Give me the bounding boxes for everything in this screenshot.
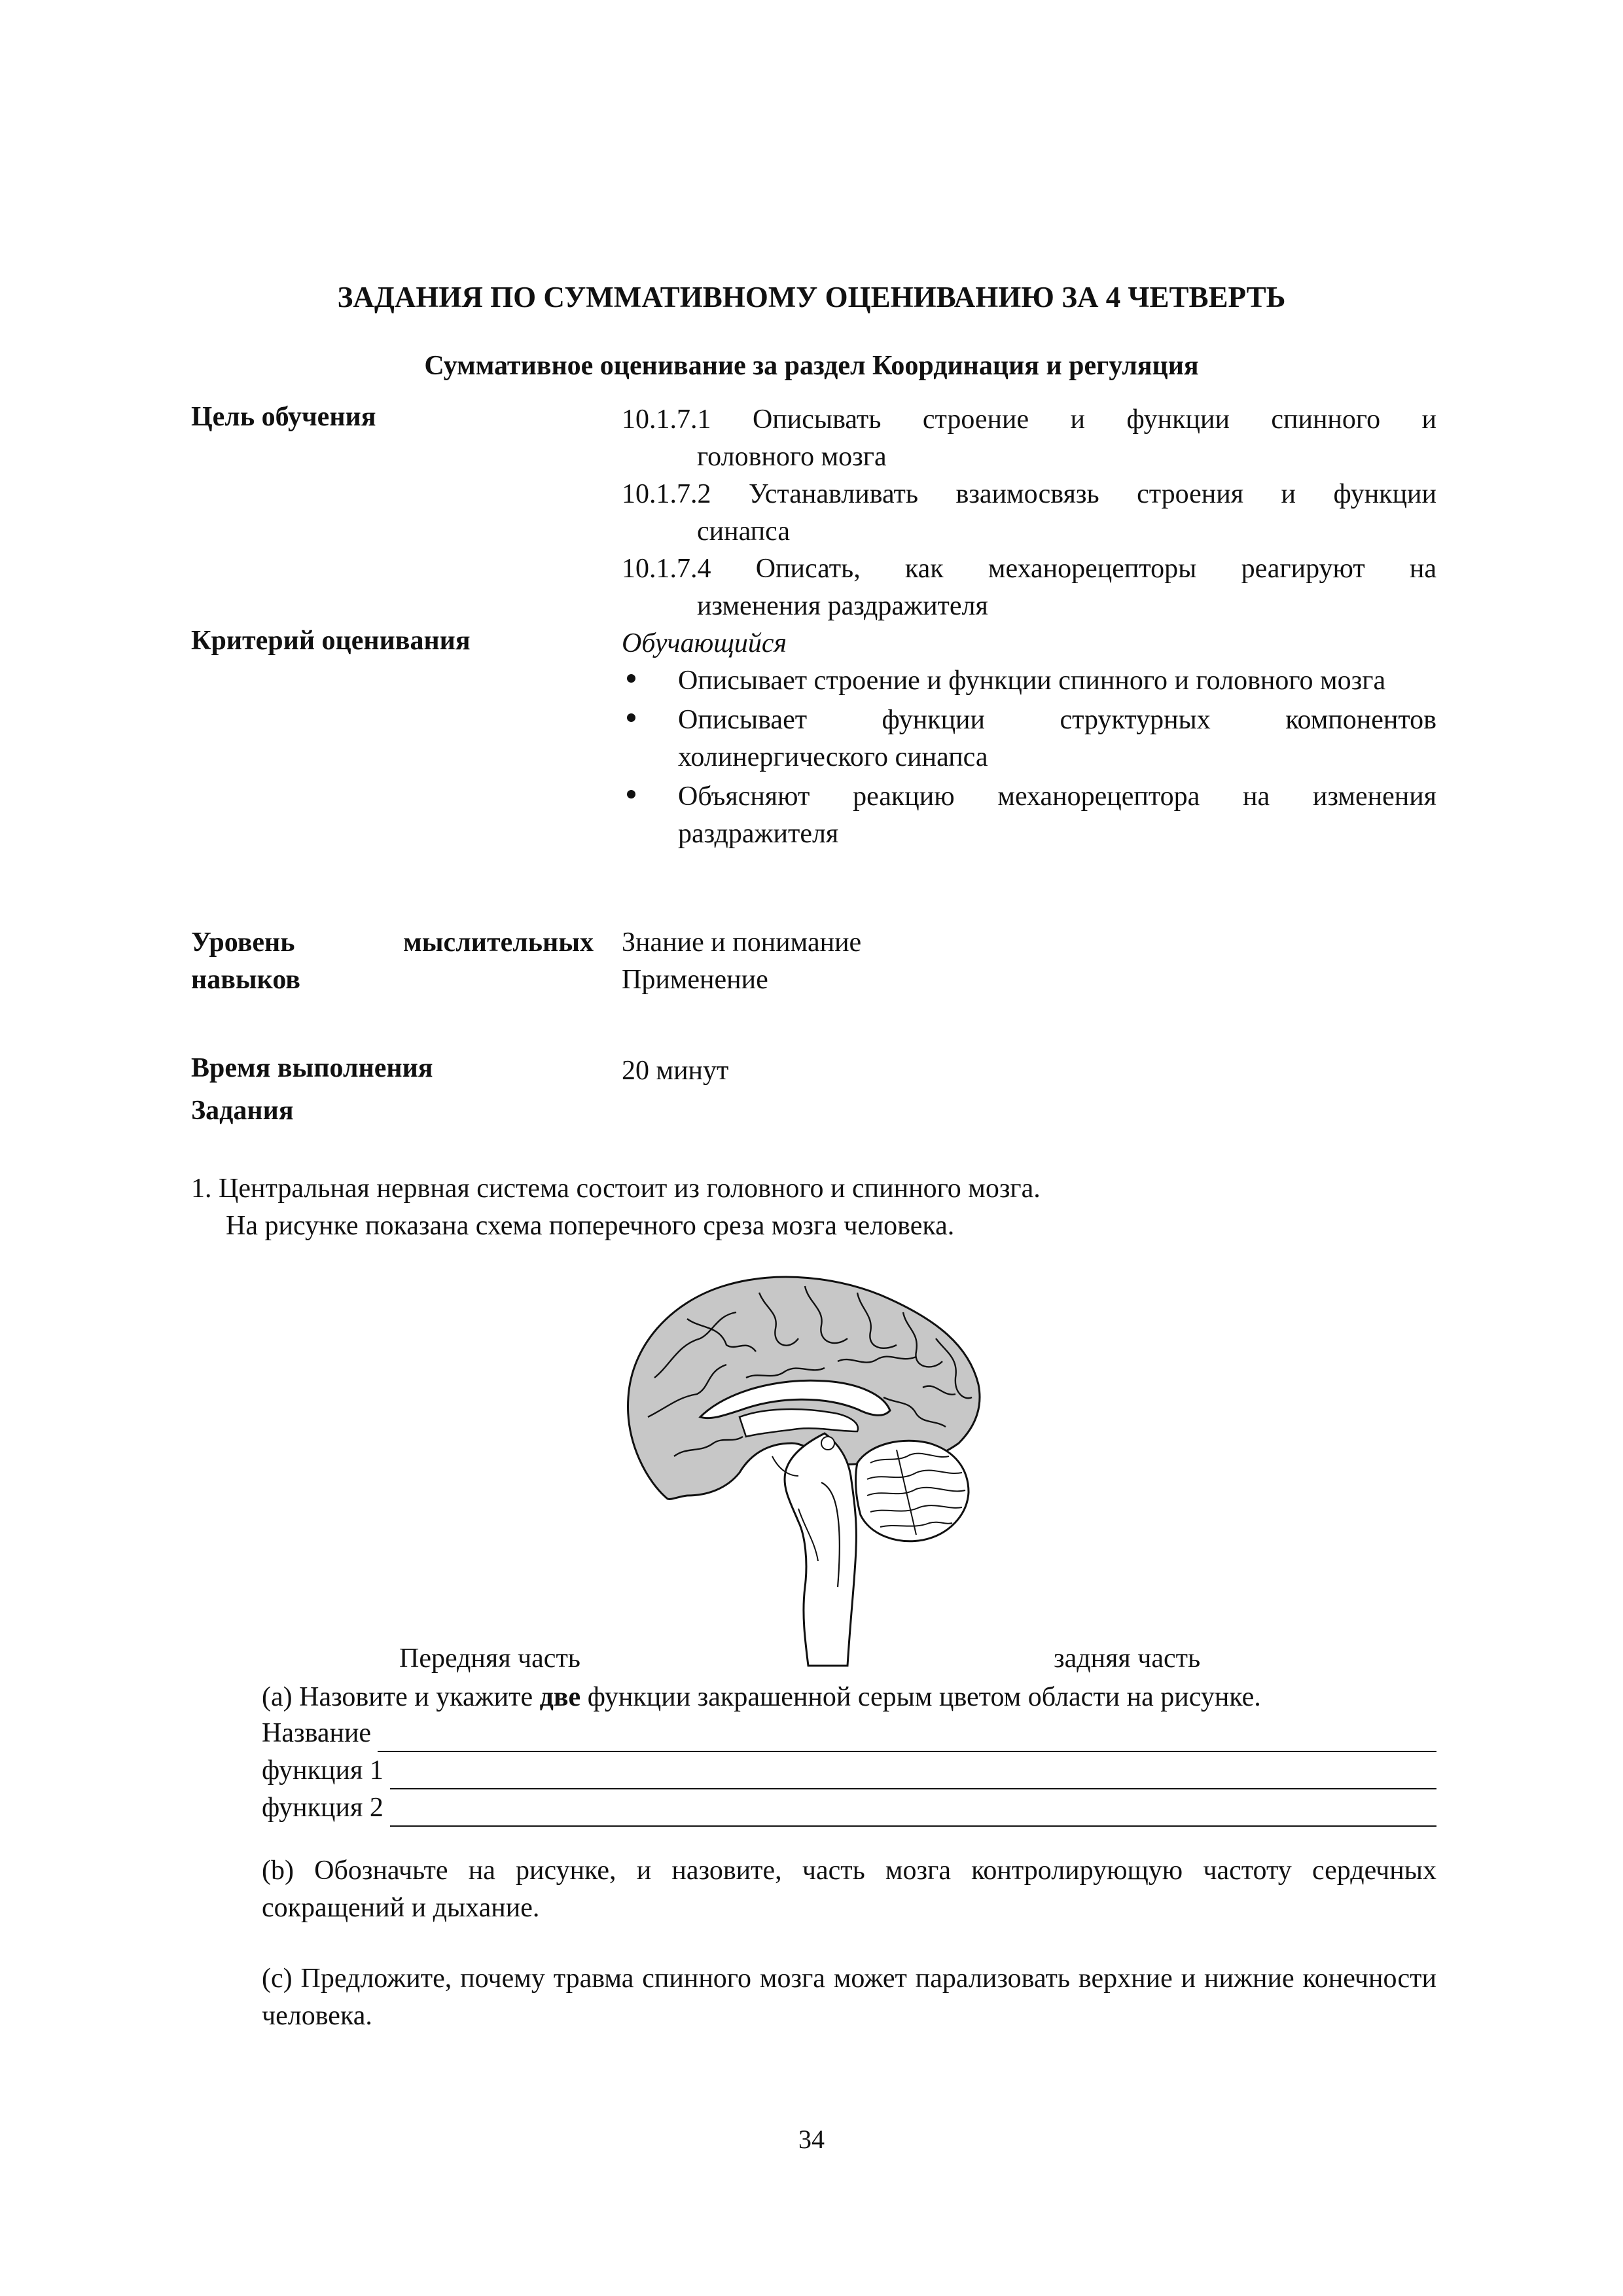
objective-text-cont: синапса bbox=[697, 516, 790, 547]
skill-value: Применение bbox=[622, 965, 768, 995]
label-front: Передняя часть bbox=[399, 1643, 580, 1674]
objective-code: 10.1.7.4 bbox=[622, 554, 711, 584]
objectives-label: Цель обучения bbox=[191, 402, 376, 432]
time-label: Время выполнения bbox=[191, 1053, 433, 1083]
criteria-label: Критерий оценивания bbox=[191, 626, 471, 656]
page-title: ЗАДАНИЯ ПО СУММАТИВНОМУ ОЦЕНИВАНИЮ ЗА 4 ЧЕТВЕРТЬ bbox=[337, 281, 1286, 314]
task1-c: (c) Предложите, почему травма спинного мозга может парализовать верхние и нижние конечности человека. bbox=[262, 1964, 1436, 2031]
criteria-item: Объясняют реакцию механорецептора на изменения раздражителя bbox=[622, 778, 1436, 853]
name-answer-field[interactable] bbox=[378, 1722, 1436, 1752]
objective-text-cont: головного мозга bbox=[697, 442, 887, 472]
function1-answer-field[interactable] bbox=[390, 1759, 1436, 1789]
brainstem-shape bbox=[785, 1433, 856, 1666]
bullet-icon bbox=[627, 674, 635, 683]
bullet-icon bbox=[627, 790, 635, 798]
objective-code: 10.1.7.2 bbox=[622, 479, 711, 509]
objective-code: 10.1.7.1 bbox=[622, 404, 711, 435]
bullet-icon bbox=[627, 713, 635, 722]
task1-intro: 1. Центральная нервная система состоит из головного и спинного мозга. На рисунке показана схема поперечного среза мозга человека. bbox=[191, 1174, 1041, 1241]
answer-row-name: Название bbox=[262, 1715, 1436, 1752]
criteria-list bbox=[622, 662, 1436, 853]
label-back: задняя часть bbox=[1054, 1643, 1201, 1674]
task1-a: (a) Назовите и укажите две функции закрашенной серым цветом области на рисунке. bbox=[262, 1682, 1261, 1712]
objective-text-cont: изменения раздражителя bbox=[697, 591, 988, 621]
objective-item bbox=[622, 550, 1436, 625]
objective-text: Описывать строение и функции спинного и bbox=[752, 404, 1437, 435]
objective-text: Устанавливать взаимосвязь строения и функции bbox=[749, 479, 1437, 509]
answer-fields bbox=[262, 1715, 1436, 1827]
objective-item bbox=[622, 401, 1436, 476]
tasks-heading: Задания bbox=[191, 1096, 294, 1126]
objective-item bbox=[622, 476, 1436, 550]
objective-text: Описать, как механорецепторы реагируют на bbox=[755, 554, 1437, 584]
criteria-item: Описывает функции структурных компонентов холинергического синапса bbox=[622, 702, 1436, 776]
criteria-intro: Обучающийся bbox=[622, 628, 787, 658]
section-subtitle: Суммативное оценивание за раздел Координация и регуляция bbox=[424, 351, 1199, 381]
objectives-list bbox=[622, 401, 1436, 625]
criteria-item: Описывает строение и функции спинного и головного мозга bbox=[622, 662, 1436, 700]
page-number: 34 bbox=[798, 2125, 825, 2154]
skill-value: Знание и понимание bbox=[622, 927, 862, 958]
skills-values bbox=[622, 924, 1436, 999]
task1-b: (b) Обозначьте на рисунке, и назовите, часть мозга контролирующую частоту сердечных сокращений и дыхание. bbox=[262, 1856, 1436, 1923]
answer-row-f2: функция 2 bbox=[262, 1789, 1436, 1827]
brain-diagram bbox=[609, 1247, 1027, 1672]
skills-label: Уровень мыслительных навыков bbox=[191, 927, 594, 995]
criteria-block bbox=[622, 625, 1436, 855]
time-value: 20 минут bbox=[622, 1056, 729, 1086]
brain-figure bbox=[609, 1247, 1027, 1672]
answer-row-f1: функция 1 bbox=[262, 1752, 1436, 1789]
function2-answer-field[interactable] bbox=[390, 1797, 1436, 1827]
